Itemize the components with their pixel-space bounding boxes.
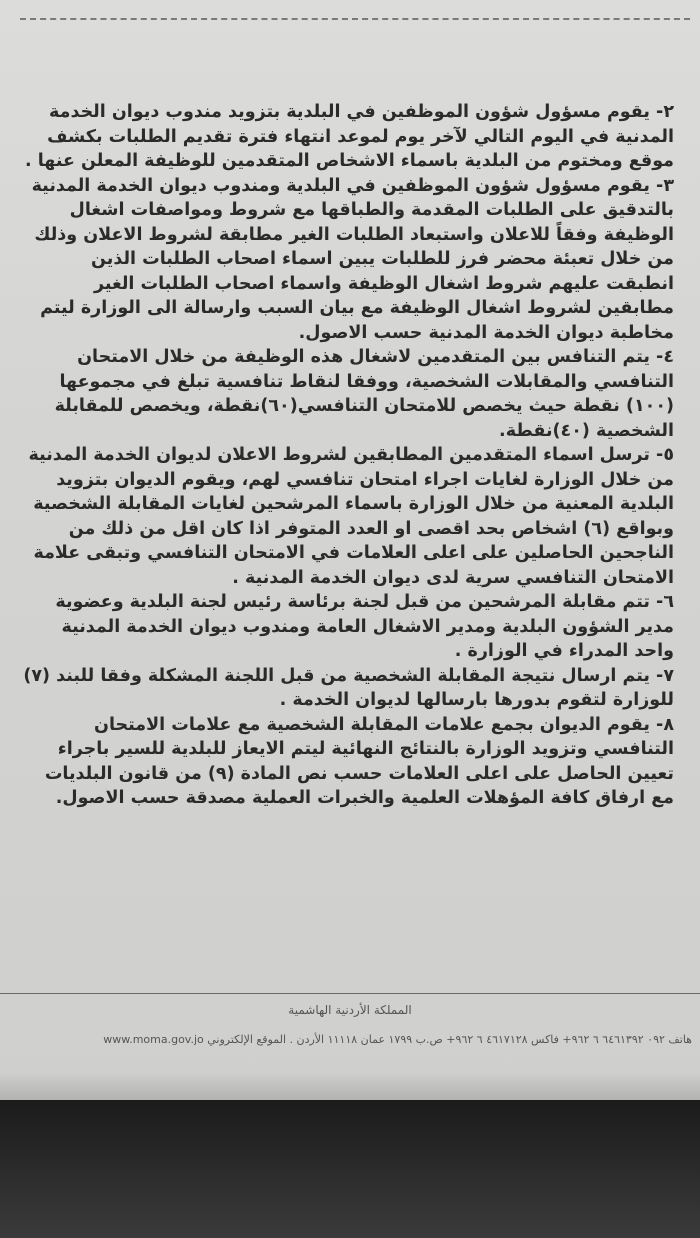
clause-5 (18, 443, 674, 590)
clause-text: يقوم مسؤول شؤون الموظفين في البلدية بتزويد مندوب ديوان الخدمة المدنية في اليوم التالي لآخر يوم لموعد انتهاء فترة تقديم الطلبات بكشف موقع ومختوم من البلدية باسماء الاشخاص المتقدمين للوظيفة المعلن عنها . (24, 102, 674, 171)
clause-3 (18, 174, 674, 346)
background-surface (0, 1100, 700, 1238)
footer-title: المملكة الأردنية الهاشمية (288, 1003, 412, 1017)
clause-number: ٢- (656, 102, 674, 122)
clause-7 (18, 664, 674, 713)
clause-2 (18, 100, 674, 174)
footer-contact-line (25, 1033, 692, 1046)
clause-number: ٣- (656, 175, 674, 196)
clause-text: يتم التنافس بين المتقدمين لاشغال هذه الوظيفة من خلال الامتحان التنافسي والمقابلات الشخصية، ووفقا لنقاط تنافسية تبلغ في مجموعها (١٠٠) نقطة حيث يخصص للامتحان التنافسي(٦٠)نقطة، ويخصص للمقابلة الشخصية (٤٠)نقطة. (54, 347, 674, 441)
top-divider (20, 18, 690, 20)
clause-4 (18, 345, 674, 443)
clause-8 (18, 713, 674, 811)
clause-number: ٥- (656, 445, 674, 465)
clause-text: يقوم مسؤول شؤون الموظفين في البلدية ومندوب ديوان الخدمة المدنية بالتدقيق على الطلبات المقدمة والطباقها مع شروط ومواصفات اشغال الوظيفة وفقاً للاعلان واستبعاد الطلبات الغير مطابقة لشروط الاعلان وذلك من خلال تعبئة محضر فرز للطلبات يبين اسماء اصحاب الطلبات الذين انطبقت عليهم شروط اشغال الوظيفة واسماء اصحاب الطلبات الغير مطابقين لشروط اشغال الوظيفة مع بيان السبب وارسالة الى الوزارة ليتم مخاطبة ديوان الخدمة المدنية حسب الاصول. (31, 175, 674, 343)
footer-website[interactable]: www.moma.gov.jo (103, 1033, 204, 1046)
footer-divider (0, 993, 700, 994)
clause-text: ترسل اسماء المتقدمين المطابقين لشروط الاعلان لديوان الخدمة المدنية من خلال الوزارة لغايات اجراء امتحان تنافسي لهم، ويقوم الديوان بتزويد البلدية المعنية من خلال الوزارة باسماء المرشحين لغايات المقابلة الشخصية وبواقع (٦) اشخاص بحد اقصى او العدد المتوفر اذا كان اقل من ذلك من الناجحين الحاصلين على اعلى العلامات في الامتحان التنافسي وتبقى علامة الامتحان التنافسي سرية لدى ديوان الخدمة المدنية . (28, 445, 674, 588)
clause-number: ٨- (656, 714, 674, 735)
clause-text: تتم مقابلة المرشحين من قبل لجنة برئاسة رئيس لجنة البلدية وعضوية مدير الشؤون البلدية ومدير الاشغال العامة ومندوب ديوان الخدمة المدنية واحد المدراء في الوزارة . (55, 592, 674, 661)
clause-number: ٦- (656, 592, 674, 612)
document-body (18, 100, 674, 811)
clause-number: ٤- (656, 347, 674, 367)
footer-contact: هاتف ٠٩٢ ٦٤٦١٣٩٢ ٦ ٩٦٢+ فاكس ٤٦١٧١٢٨ ٦ ٩٦٢+ ص.ب ١٧٩٩ عمان ١١١١٨ الأردن . الموقع الإلكتروني (207, 1033, 692, 1046)
page-shadow (0, 1072, 700, 1100)
clause-text: يتم ارسال نتيجة المقابلة الشخصية من قبل اللجنة المشكلة وفقا للبند (٧) للوزارة لتقوم بدورها بارسالها لديوان الخدمة . (23, 665, 674, 710)
clause-text: يقوم الديوان بجمع علامات المقابلة الشخصية مع علامات الامتحان التنافسي وتزويد الوزارة بالنتائج النهائية ليتم الايعاز للبلدية للسير باجراء تعيين الحاصل على اعلى العلامات حسب نص المادة (٩) من قانون البلديات مع ارفاق كافة المؤهلات العلمية والخبرات العملية مصدقة حسب الاصول. (44, 714, 674, 808)
clause-number: ٧- (656, 665, 674, 686)
clause-6 (18, 590, 674, 664)
